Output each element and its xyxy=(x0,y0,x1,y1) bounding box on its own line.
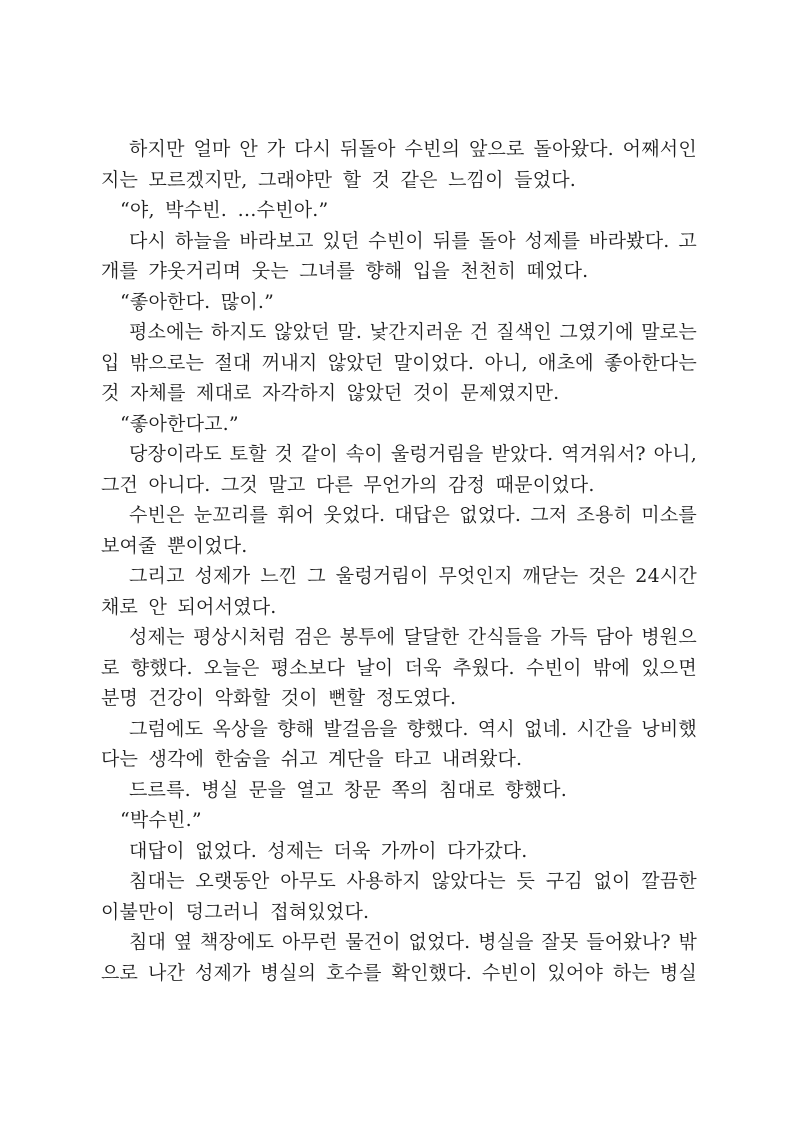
text-word: 애초에 xyxy=(538,351,594,374)
text-word: 받았다. xyxy=(491,443,554,465)
text-word: 다시 xyxy=(129,229,167,252)
text-word: 아니, xyxy=(653,443,697,465)
text-word: 절대 xyxy=(214,351,252,374)
text-word: 더욱 xyxy=(404,656,442,679)
text-word: 병원으 xyxy=(641,626,697,648)
text-word: 달달한 xyxy=(403,626,460,648)
text-word: 얼마 xyxy=(193,138,231,160)
text-word: 평소보다 xyxy=(270,656,346,679)
text-word: 구김 xyxy=(545,870,583,892)
text-line: 지는 모르겠지만, 그래야만 할 것 같은 느낌이 들었다. xyxy=(101,168,577,191)
text-word: 대답은 xyxy=(394,504,451,526)
text-word: 오랫동안 xyxy=(195,870,270,892)
text-word: 수빈은 xyxy=(129,504,185,526)
text-word: 밖에 xyxy=(592,656,631,679)
text-word: 있던 xyxy=(322,229,360,252)
text-word: 하늘을 xyxy=(174,229,231,252)
text-word: 것 xyxy=(274,443,294,465)
text-word: 그저 xyxy=(530,504,568,526)
text-word: 뒤돌아 xyxy=(340,138,396,160)
text-word: 그리고 xyxy=(129,565,185,587)
text-line xyxy=(101,622,697,653)
text-line xyxy=(101,317,697,348)
text-word: 가득 xyxy=(550,626,588,648)
text-word: 담아 xyxy=(595,626,633,648)
text-word: 가 xyxy=(266,138,286,160)
text-word: 성제가 xyxy=(194,961,251,984)
text-word: 뒤를 xyxy=(432,229,470,252)
text-word: 돌아 xyxy=(478,229,516,252)
text-word: 않았던 xyxy=(274,321,330,343)
text-word: 토할 xyxy=(229,443,267,465)
text-line: 것 자체를 제대로 자각하지 않았던 것이 문제였지만. xyxy=(101,382,560,404)
text-line xyxy=(101,561,697,592)
text-word: 수빈이 xyxy=(481,961,538,984)
text-line: “박수빈.” xyxy=(120,809,202,831)
text-word: 역시 xyxy=(477,717,515,740)
text-word: 있으면 xyxy=(641,656,697,679)
text-line: 보여줄 뿐이었다. xyxy=(101,534,248,557)
text-word: 아무도 xyxy=(280,870,336,892)
text-word: 날이 xyxy=(356,656,394,679)
text-word: 평소에는 xyxy=(129,321,204,343)
text-word: 아무런 xyxy=(281,931,338,953)
text-word: 간식들을 xyxy=(467,626,542,648)
text-line xyxy=(101,500,697,531)
text-word: 고 xyxy=(678,229,697,252)
text-line xyxy=(101,134,697,165)
text-word: 않았다는 xyxy=(431,870,506,892)
text-line: 그건 아니다. 그것 말고 다른 무언가의 감정 때문이었다. xyxy=(101,473,595,496)
text-word: 평상시처럼 xyxy=(193,626,286,648)
text-line xyxy=(101,866,697,897)
text-word: 24시간 xyxy=(635,565,697,587)
text-word: 확인했다. xyxy=(391,961,472,984)
text-word: 앞으로 xyxy=(468,138,525,160)
text-word: 성제를 xyxy=(524,229,581,252)
text-line: “야, 박수빈. …수빈아.” xyxy=(120,199,329,221)
text-word: 깔끔한 xyxy=(641,870,697,892)
text-word: 아니, xyxy=(484,351,528,374)
text-word: 으로 xyxy=(101,961,139,984)
text-word: 로 xyxy=(101,656,120,679)
text-word: 병실을 xyxy=(478,931,534,953)
text-word: 눈꼬리를 xyxy=(193,504,269,526)
text-line: 대답이 없었다. 성제는 더욱 가까이 다가갔다. xyxy=(129,839,528,862)
text-word: 역겨워서? xyxy=(561,443,646,465)
text-word: 것은 xyxy=(588,565,626,587)
text-word: 울렁거림을 xyxy=(390,443,484,465)
text-word: 무엇인지 xyxy=(438,565,513,587)
text-word: 말. xyxy=(337,321,363,343)
text-word: 없었다. xyxy=(408,931,471,953)
text-line: “좋아한다고.” xyxy=(120,412,239,435)
text-word: 들어왔나? xyxy=(586,931,671,953)
text-word: 말로는 xyxy=(641,321,697,343)
text-word: 당장이라도 xyxy=(129,443,222,465)
text-word: 하지만 xyxy=(129,138,185,160)
text-line: 이불만이 덩그러니 접혀있었다. xyxy=(101,900,370,923)
text-word: 듯 xyxy=(516,870,535,892)
text-word: 오늘은 xyxy=(203,656,260,679)
text-word: 바라봤다. xyxy=(589,229,670,252)
text-word: 검은 xyxy=(294,626,332,648)
text-line: 채로 안 되어서였다. xyxy=(101,595,277,618)
text-word: 깨닫는 xyxy=(522,565,579,587)
text-word: 발걸음을 xyxy=(323,717,398,740)
text-word: 건 xyxy=(470,321,489,343)
text-word: 향했다. xyxy=(406,717,469,740)
text-word: 안 xyxy=(239,138,258,160)
text-word: 향해 xyxy=(277,717,315,740)
text-column xyxy=(101,134,697,988)
text-word: 향했다. xyxy=(130,656,193,679)
text-word: 꺼내지 xyxy=(261,351,318,374)
text-word: 성제는 xyxy=(129,626,185,648)
text-word: 낭비했 xyxy=(641,717,697,740)
text-word: 다시 xyxy=(294,138,332,160)
text-word: 시간을 xyxy=(576,717,633,740)
text-word: 말이었다. xyxy=(393,351,475,374)
text-word: 어째서인 xyxy=(622,138,697,160)
text-word: 없이 xyxy=(593,870,631,892)
text-line: 분명 건강이 악화할 것이 뻔할 정도였다. xyxy=(101,687,457,709)
text-word: 같이 xyxy=(300,443,339,465)
text-line xyxy=(101,958,697,989)
text-word: 돌아왔다. xyxy=(533,138,614,160)
text-word: 휘어 xyxy=(277,504,315,526)
text-word: 수빈이 xyxy=(368,229,424,252)
text-line: 드르륵. 병실 문을 열고 창문 쪽의 침대로 향했다. xyxy=(129,778,567,801)
text-word: 나간 xyxy=(147,961,186,984)
text-word: 잘못 xyxy=(541,931,579,953)
text-line: “좋아한다. 많이.” xyxy=(120,290,275,313)
text-word: 조용히 xyxy=(576,504,633,526)
text-line: 다는 생각에 한숨을 쉬고 계단을 타고 내려왔다. xyxy=(101,748,523,770)
text-word: 사용하지 xyxy=(346,870,421,892)
text-word: 침대 xyxy=(129,931,167,953)
text-word: 침대는 xyxy=(129,870,185,892)
text-word: 옥상을 xyxy=(212,717,269,740)
text-word: 없었다. xyxy=(459,504,522,526)
text-word: 입 xyxy=(101,351,120,374)
text-word: 좋아한다는 xyxy=(604,351,697,374)
text-line xyxy=(101,653,697,684)
text-word: 속이 xyxy=(345,443,383,465)
text-word: 그였기에 xyxy=(559,321,634,343)
text-word: 수빈이 xyxy=(526,656,582,679)
text-word: 미소를 xyxy=(641,504,697,526)
text-word: 병실 xyxy=(659,961,697,984)
text-word: 봉투에 xyxy=(339,626,396,648)
text-word: 낯간지러운 xyxy=(369,321,463,343)
text-word: 질색인 xyxy=(496,321,552,343)
text-word: 하는 xyxy=(612,961,651,984)
text-word: 밖으로는 xyxy=(129,351,205,374)
text-line: 개를 갸웃거리며 웃는 그녀를 향해 입을 천천히 떼었다. xyxy=(101,260,589,282)
text-word: 추웠다. xyxy=(452,656,515,679)
text-line xyxy=(101,714,697,745)
text-word: 바라보고 xyxy=(239,229,314,252)
text-word: 느낀 xyxy=(260,565,298,587)
text-word: 하지도 xyxy=(210,321,267,343)
text-word: 울렁거림이 xyxy=(335,565,429,587)
text-word: 있어야 xyxy=(547,961,604,984)
text-word: 그럼에도 xyxy=(129,717,204,740)
text-word: 수빈의 xyxy=(404,138,461,160)
text-line xyxy=(101,226,697,257)
text-line xyxy=(101,439,697,470)
text-word: 웃었다. xyxy=(323,504,386,526)
text-word: 성제가 xyxy=(194,565,251,587)
text-word: 물건이 xyxy=(345,931,401,953)
text-word: 옆 xyxy=(173,931,193,953)
text-word: 않았던 xyxy=(327,351,384,374)
text-word: 밖 xyxy=(678,931,697,953)
text-word: 그 xyxy=(307,565,326,587)
text-line xyxy=(101,348,697,379)
text-word: 병실의 xyxy=(260,961,317,984)
text-word: 없네. xyxy=(523,717,568,740)
text-line xyxy=(101,927,697,958)
text-word: 호수를 xyxy=(326,961,382,984)
text-word: 책장에도 xyxy=(199,931,275,953)
